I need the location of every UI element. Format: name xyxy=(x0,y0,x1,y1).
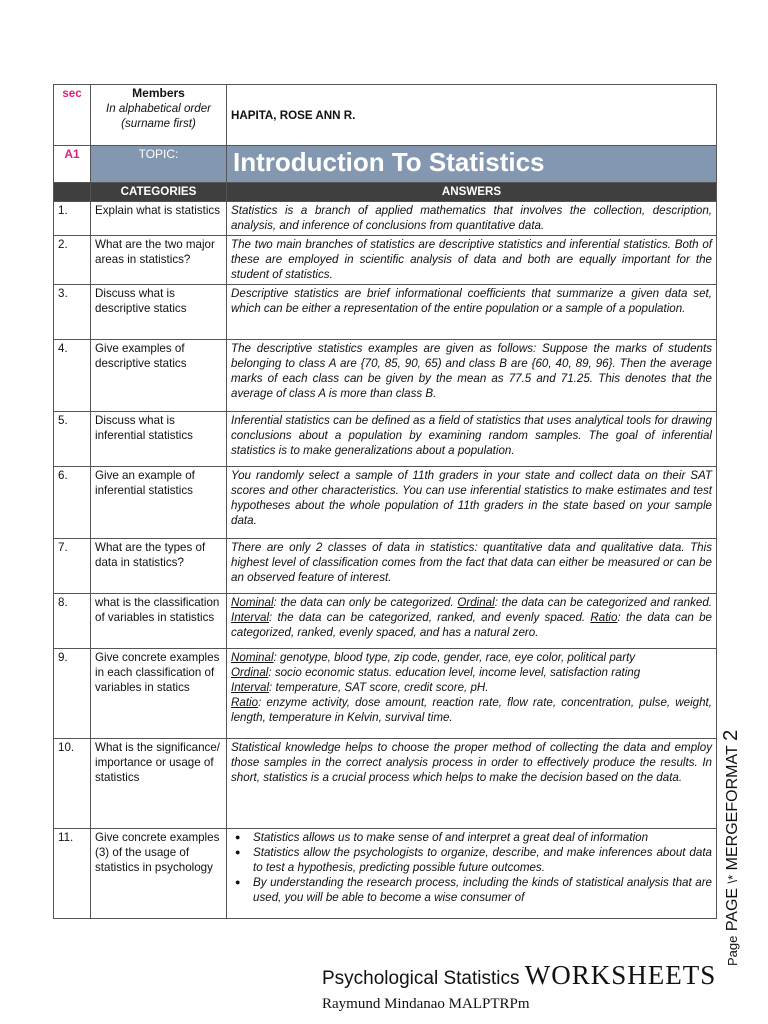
table-row xyxy=(54,594,717,649)
term-text: : genotype, blood type, zip code, gender, race, eye color, political party xyxy=(273,651,636,664)
row-number: 6. xyxy=(54,467,91,539)
members-line1: In alphabetical order xyxy=(105,102,212,115)
table-row xyxy=(54,340,717,412)
answer-line xyxy=(231,665,712,680)
answer-text: The two main branches of statistics are descriptive statistics and inferential statistics. Both of these are employed in scientific analysis of data and both are equally important for the student of statistics. xyxy=(227,236,717,285)
category-question: What are the two major areas in statistics? xyxy=(91,236,227,285)
row-number: 4. xyxy=(54,340,91,412)
term-text: : temperature, SAT score, credit score, pH. xyxy=(269,681,489,694)
footer-title-small: Psychological Statistics xyxy=(322,968,520,989)
answer-text xyxy=(227,829,717,919)
term: Interval xyxy=(231,611,270,624)
member-name: HAPITA, ROSE ANN R. xyxy=(227,85,717,146)
row-number: 7. xyxy=(54,539,91,594)
answer-text xyxy=(227,594,717,649)
category-question: what is the classification of variables in statistics xyxy=(91,594,227,649)
page-field-code xyxy=(720,730,743,966)
term: Nominal xyxy=(231,596,274,609)
answer-text: There are only 2 classes of data in statistics: quantitative data and qualitative data. This highest level of classification comes from the fact that data can either be measured or can be an observed feature of interest. xyxy=(227,539,717,594)
term: Ratio xyxy=(590,611,618,624)
worksheet-table xyxy=(53,84,717,919)
topic-row xyxy=(54,146,717,183)
row-number: 3. xyxy=(54,285,91,340)
row-number: 2. xyxy=(54,236,91,285)
row-number: 5. xyxy=(54,412,91,467)
list-item: ● Statistics allows us to make sense of and interpret a great deal of information xyxy=(253,830,712,845)
category-question: What is the significance/ importance or usage of statistics xyxy=(91,739,227,829)
table-row xyxy=(54,236,717,285)
table-row xyxy=(54,412,717,467)
category-question: What are the types of data in statistics? xyxy=(91,539,227,594)
term-text: : enzyme activity, dose amount, reaction rate, flow rate, concentration, pulse, weight, length, temperature in Kelvin, survival time. xyxy=(231,696,712,724)
table-row xyxy=(54,539,717,594)
side-page-label: Page xyxy=(725,935,740,966)
members-line2: (surname first) xyxy=(121,117,196,130)
category-question: Discuss what is inferential statistics xyxy=(91,412,227,467)
row-number: 10. xyxy=(54,739,91,829)
category-question: Discuss what is descriptive statics xyxy=(91,285,227,340)
answer-text: You randomly select a sample of 11th graders in your state and collect data on their SAT scores and other characteristics. You can use inferential statistics to make estimates and test hypotheses about the whole population of 11th graders in the state based on your sample data. xyxy=(227,467,717,539)
blank-header xyxy=(54,183,91,202)
list-item: ● Statistics allow the psychologists to organize, describe, and make inferences about data to test a hypothesis, predicting possible future outcomes. xyxy=(253,845,712,875)
term: Ordinal xyxy=(457,596,495,609)
table-row xyxy=(54,649,717,739)
sec-label: sec xyxy=(54,85,91,146)
footer-title-big: WORKSHEETS xyxy=(524,960,717,990)
row-number: 1. xyxy=(54,202,91,236)
answer-line xyxy=(231,680,712,695)
category-question: Give examples of descriptive statics xyxy=(91,340,227,412)
footer-title xyxy=(322,960,716,991)
table-row xyxy=(54,467,717,539)
answers-header: ANSWERS xyxy=(227,183,717,202)
term-text: : the data can be categorized, ranked, and evenly spaced. xyxy=(269,611,591,624)
category-question: Give concrete examples in each classification of variables in statics xyxy=(91,649,227,739)
side-page-field: PAGE xyxy=(724,887,741,932)
footer-author: Raymund Mindanao MALPTRPm xyxy=(322,996,530,1012)
category-question: Give an example of inferential statistics xyxy=(91,467,227,539)
category-question: Explain what is statistics xyxy=(91,202,227,236)
term-text: : the data can be categorized and ranked. xyxy=(494,596,712,609)
term: Ordinal xyxy=(231,666,269,679)
categories-header: CATEGORIES xyxy=(91,183,227,202)
header-row xyxy=(54,85,717,146)
topic-title: Introduction To Statistics xyxy=(227,146,717,183)
answer-line xyxy=(231,650,712,665)
term-text: : socio economic status. education level, income level, satisfaction rating xyxy=(268,666,641,679)
term: Ratio xyxy=(231,696,259,709)
answer-text: Descriptive statistics are brief informational coefficients that summarize a given data set, which can be either a representation of the entire population or a sample of a population. xyxy=(227,285,717,340)
row-number: 11. xyxy=(54,829,91,919)
section-code: A1 xyxy=(54,146,91,183)
term: Nominal xyxy=(231,651,274,664)
list-item: ● By understanding the research process, including the kinds of statistical analysis that are used, you will be able to become a wise consumer of xyxy=(253,875,712,905)
answer-text xyxy=(227,649,717,739)
answer-text: Statistical knowledge helps to choose the proper method of collecting the data and employ those samples in the correct analysis process in order to effectively produce the results. In short, statistics is a crucial process which helps to make the decision based on the data. xyxy=(227,739,717,829)
answer-line xyxy=(231,695,712,725)
answer-text: The descriptive statistics examples are given as follows: Suppose the marks of students belonging to class A are {70, 85, 90, 65) and class B are {60, 40, 89, 96}. Then the average marks of each class can be given by the mean as 77.5 and 71.25. This denotes that the average of class A is more than class B. xyxy=(227,340,717,412)
term-text: : the data can be categorized, ranked, evenly spaced, and has a natural zero. xyxy=(231,611,712,639)
category-question: Give concrete examples (3) of the usage of statistics in psychology xyxy=(91,829,227,919)
term-text: : the data can only be categorized. xyxy=(273,596,458,609)
row-number: 9. xyxy=(54,649,91,739)
row-number: 8. xyxy=(54,594,91,649)
table-row xyxy=(54,739,717,829)
column-header-row xyxy=(54,183,717,202)
side-slash: \* xyxy=(725,874,740,884)
table-row xyxy=(54,202,717,236)
table-row xyxy=(54,829,717,919)
side-mergeformat: MERGEFORMAT xyxy=(724,745,741,871)
side-page-number: 2 xyxy=(720,729,742,741)
members-cell xyxy=(91,85,227,146)
members-title: Members xyxy=(132,86,185,100)
bullet-list xyxy=(231,830,712,905)
answer-text: Inferential statistics can be defined as a field of statistics that uses analytical tools for drawing conclusions about a population by examining random samples. The goal of inferential statistics is to make generalizations about a population. xyxy=(227,412,717,467)
term: Interval xyxy=(231,681,270,694)
topic-label: TOPIC: xyxy=(91,146,227,183)
table-row xyxy=(54,285,717,340)
answer-text: Statistics is a branch of applied mathematics that involves the collection, description, analysis, and inference of conclusions from quantitative data. xyxy=(227,202,717,236)
